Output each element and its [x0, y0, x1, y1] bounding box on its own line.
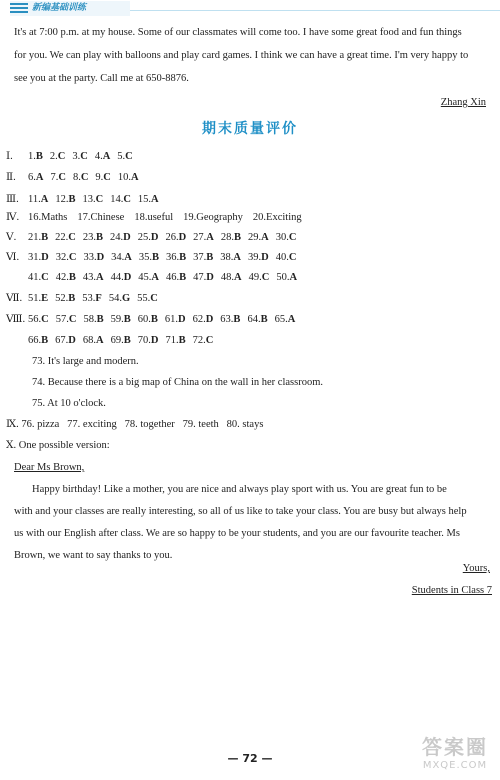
answer-item	[83, 231, 103, 245]
answer-value: C	[57, 151, 66, 162]
answer-value: B	[178, 335, 186, 346]
answer-number: 61.	[164, 314, 178, 325]
row-ix-label: Ⅸ.	[6, 419, 19, 430]
answer-item	[56, 251, 77, 265]
answer-item	[276, 271, 297, 285]
answer-value: D	[41, 252, 49, 263]
answer-item	[28, 334, 48, 348]
answer-item	[117, 150, 132, 164]
watermark-line-2: MXQE.COM	[422, 760, 488, 771]
answer-value: D	[150, 232, 159, 243]
answer-item	[55, 231, 76, 245]
answer-number: 65.	[274, 314, 288, 325]
row-x-text: One possible version:	[18, 440, 110, 451]
intro-signature: Zhang Xin	[440, 97, 486, 108]
intro-line-2: for you. We can play with balloons and play card games. I think we can have a great time. I'm very happy to	[14, 50, 469, 61]
answer-value: C	[95, 194, 104, 205]
answer-number: 39.	[248, 252, 262, 263]
answer-value: A	[261, 232, 269, 243]
answer-number: 12.	[55, 194, 69, 205]
answer-item	[193, 271, 214, 285]
answer-row	[6, 334, 220, 348]
answer-number: 16.	[28, 212, 42, 223]
answer-row	[6, 211, 312, 225]
answer-item	[110, 231, 131, 245]
answer-number: 66.	[28, 335, 42, 346]
answer-value: B	[179, 272, 187, 283]
answer-value: D	[123, 272, 132, 283]
answer-number: 54.	[108, 293, 122, 304]
answer-number: 63.	[220, 314, 234, 325]
answer-value: C	[103, 172, 111, 183]
letter-signature: Students in Class 7	[411, 585, 492, 596]
answer-number: 25.	[137, 232, 151, 243]
answer-item	[183, 211, 243, 225]
answer-value: A	[151, 194, 159, 205]
answer-number: 71.	[165, 335, 179, 346]
answer-value: A	[131, 172, 139, 183]
answer-number: 44.	[110, 272, 124, 283]
answer-item	[73, 171, 88, 185]
answer-value: E	[41, 293, 49, 304]
answer-item	[83, 251, 104, 265]
answer-item	[138, 193, 159, 207]
answer-number: 1.	[28, 151, 36, 162]
answer-item	[28, 271, 49, 285]
answer-value: B	[260, 314, 268, 325]
answer-item	[28, 292, 48, 306]
answer-item	[137, 292, 158, 306]
letter-line-4: Brown, we want to say thanks to you.	[14, 550, 173, 561]
answer-value: B	[35, 151, 43, 162]
answer-number: 3.	[72, 151, 81, 162]
answer-row	[6, 150, 140, 164]
answer-number: 28.	[220, 232, 234, 243]
answer-item	[95, 171, 110, 185]
answer-number: 17.	[77, 212, 91, 223]
answer-item	[111, 313, 131, 327]
answer-number: 59.	[110, 314, 124, 325]
answer-number: 41.	[28, 272, 42, 283]
answer-number: 62.	[192, 314, 206, 325]
answer-item	[83, 271, 104, 285]
answer-value: C	[41, 272, 49, 283]
answer-item	[55, 193, 75, 207]
answer-item	[28, 171, 43, 185]
answer-number: 2.	[49, 151, 58, 162]
answer-item	[193, 334, 214, 348]
answer-number: 5.	[117, 151, 126, 162]
answer-value: D	[150, 335, 159, 346]
answer-item	[220, 313, 240, 327]
answer-number: 52.	[55, 293, 69, 304]
answer-value: D	[178, 232, 187, 243]
answer-row	[6, 231, 303, 245]
header-lines-icon	[10, 3, 28, 15]
answer-value: B	[68, 293, 76, 304]
answer-item	[276, 231, 297, 245]
answer-item	[166, 271, 186, 285]
answer-item	[221, 271, 242, 285]
answer-value: D	[177, 314, 186, 325]
short-answer-73: 73. It's large and modern.	[32, 356, 139, 367]
answer-number: 19.	[183, 212, 197, 223]
answer-value: G	[121, 293, 131, 304]
answer-row	[6, 171, 146, 185]
answer-value: D	[68, 335, 76, 346]
answer-number: 10.	[117, 172, 131, 183]
answer-item	[118, 171, 139, 185]
answer-number: 15.	[137, 194, 152, 205]
watermark-logo	[414, 734, 496, 778]
answer-value: F	[95, 293, 102, 304]
answer-value: B	[68, 272, 76, 283]
answer-number: 31.	[28, 252, 42, 263]
answer-value: B	[152, 252, 160, 263]
answer-number: 60.	[137, 314, 151, 325]
series-label: 新编基础训练	[10, 1, 130, 16]
letter-salutation: Dear Ms Brown,	[14, 462, 85, 473]
watermark-line-1: 答案圈	[422, 735, 488, 759]
answer-row-label: Ⅵ.	[6, 252, 20, 263]
answer-row-label: Ⅴ.	[6, 232, 17, 243]
answer-item	[193, 313, 214, 327]
answer-item	[276, 251, 297, 265]
answer-value: B	[95, 232, 103, 243]
answer-number: 26.	[165, 232, 179, 243]
answer-value: B	[41, 335, 49, 346]
answer-item	[50, 171, 65, 185]
answer-value: useful	[147, 212, 174, 223]
answer-value: C	[205, 335, 214, 346]
answer-value: C	[68, 232, 76, 243]
answer-number: 29.	[248, 232, 262, 243]
answer-number: 40.	[275, 252, 289, 263]
answer-value: A	[287, 314, 296, 325]
answer-value: B	[179, 252, 187, 263]
answer-item	[138, 271, 159, 285]
answer-value: A	[234, 272, 242, 283]
answer-value: B	[96, 314, 104, 325]
answer-number: 45.	[138, 272, 152, 283]
answer-value: D	[96, 252, 105, 263]
answer-item	[248, 231, 269, 245]
answer-row-label: Ⅳ.	[6, 212, 20, 223]
answer-value: A	[289, 272, 298, 283]
answer-number: 30.	[275, 232, 289, 243]
answer-number: 14.	[110, 194, 124, 205]
intro-line-1: It's at 7:00 p.m. at my house. Some of our classmates will come too. I have some great food and fun things	[14, 27, 462, 38]
answer-value: D	[123, 232, 131, 243]
answer-value: B	[233, 314, 241, 325]
answer-number: 13.	[82, 194, 96, 205]
answer-value: C	[123, 194, 131, 205]
answer-value: C	[80, 151, 88, 162]
answer-item	[253, 211, 302, 225]
answer-item	[134, 211, 173, 225]
answer-value: C	[288, 252, 297, 263]
answer-row	[6, 292, 165, 306]
letter-line-1: Happy birthday! Like a mother, you are nice and always play sport with us. You are great fun to be	[32, 484, 447, 495]
letter-line-3: us with our English after class. We are so happy to be your students, and you are our favourite teacher. Ms	[14, 528, 460, 539]
answer-number: 32.	[55, 252, 69, 263]
answer-number: 50.	[276, 272, 290, 283]
answer-number: 36.	[166, 252, 180, 263]
answer-value: A	[40, 194, 49, 205]
answer-item	[221, 231, 241, 245]
answer-number: 47.	[193, 272, 207, 283]
answer-item	[28, 313, 49, 327]
answer-number: 18.	[134, 212, 148, 223]
answer-item	[28, 150, 43, 164]
row-x-label: Ⅹ.	[6, 440, 17, 451]
row-ix	[6, 418, 263, 432]
answer-item	[138, 313, 158, 327]
answer-item	[165, 231, 186, 245]
answer-item	[83, 313, 103, 327]
row-x	[6, 439, 110, 453]
answer-number: 53.	[82, 293, 96, 304]
answer-number: 8.	[72, 172, 81, 183]
answer-row	[6, 193, 166, 207]
answer-value: C	[288, 232, 297, 243]
answer-row-label: Ⅱ.	[6, 172, 16, 183]
answer-value: C	[68, 252, 77, 263]
answer-number: 72.	[192, 335, 206, 346]
answer-item	[249, 271, 270, 285]
answer-number: 70.	[137, 335, 151, 346]
short-answer-75: 75. At 10 o'clock.	[32, 398, 106, 409]
answer-item	[109, 292, 130, 306]
answer-item	[55, 334, 76, 348]
answer-number: 20.	[252, 212, 267, 223]
answer-value: C	[68, 314, 77, 325]
answer-item	[82, 292, 102, 306]
answer-number: 23.	[82, 232, 96, 243]
answer-item	[50, 150, 65, 164]
answer-item	[166, 251, 186, 265]
answer-value: A	[95, 272, 104, 283]
answer-number: 35.	[138, 252, 152, 263]
answer-number: 27.	[193, 232, 207, 243]
answer-number: 43.	[82, 272, 96, 283]
answer-item	[56, 313, 77, 327]
answer-number: 48.	[220, 272, 234, 283]
answer-item	[165, 334, 185, 348]
answer-value: C	[80, 172, 89, 183]
section-title: 期末质量评价	[202, 121, 298, 137]
answer-value: Exciting	[266, 212, 302, 223]
answer-item	[56, 271, 76, 285]
answer-item	[138, 231, 159, 245]
answer-value: D	[261, 252, 269, 263]
answer-row	[6, 313, 302, 327]
answer-item	[247, 313, 267, 327]
answer-value: A	[35, 172, 44, 183]
answer-item	[110, 193, 131, 207]
answer-item	[275, 313, 296, 327]
answer-value: A	[102, 151, 111, 162]
answer-number: 37.	[193, 252, 207, 263]
letter-line-2: with and your classes are really interesting, so all of us like to take your class. You are busy but always help	[14, 506, 467, 517]
header-band	[0, 0, 500, 18]
answer-value: Geography	[196, 212, 243, 223]
answer-value: A	[151, 272, 160, 283]
answer-value: A	[95, 335, 104, 346]
answer-number: 68.	[82, 335, 96, 346]
answer-value: C	[125, 151, 133, 162]
answer-value: B	[68, 194, 76, 205]
answer-number: 69.	[110, 335, 124, 346]
answer-row-label: Ⅰ.	[6, 151, 13, 162]
answer-value: Maths	[41, 212, 68, 223]
answer-value: A	[124, 252, 132, 263]
answer-item	[139, 251, 159, 265]
answer-item	[83, 334, 104, 348]
answer-number: 57.	[55, 314, 69, 325]
answer-value: A	[206, 232, 214, 243]
answer-item	[28, 251, 49, 265]
answer-row-label: Ⅶ.	[6, 293, 23, 304]
answer-item	[72, 150, 87, 164]
answer-number: 51.	[28, 293, 42, 304]
answer-number: 46.	[166, 272, 180, 283]
answer-number: 6.	[28, 172, 36, 183]
answer-number: 7.	[50, 172, 59, 183]
answer-item	[111, 251, 132, 265]
answer-number: 11.	[28, 194, 41, 205]
answer-value: C	[41, 314, 49, 325]
answer-value: A	[233, 252, 242, 263]
answer-item	[82, 193, 103, 207]
answer-row-label: Ⅷ.	[6, 314, 26, 325]
answer-number: 49.	[248, 272, 262, 283]
intro-line-3: see you at the party. Call me at 650-8876.	[14, 73, 189, 84]
answer-item	[248, 251, 269, 265]
row-ix-text: 76. pizza 77. exciting 78. together 79. teeth 80. stays	[21, 419, 264, 430]
answer-item	[28, 211, 67, 225]
answer-item	[111, 271, 132, 285]
answer-value: Chinese	[90, 212, 125, 223]
answer-number: 67.	[55, 335, 69, 346]
answer-item	[193, 251, 213, 265]
answer-item	[220, 251, 241, 265]
answer-number: 58.	[83, 314, 97, 325]
answer-row	[6, 251, 303, 265]
answer-item	[77, 211, 124, 225]
answer-value: D	[206, 272, 214, 283]
answer-number: 34.	[111, 252, 125, 263]
answer-number: 22.	[55, 232, 69, 243]
answer-value: C	[58, 172, 66, 183]
answer-value: D	[205, 314, 214, 325]
answer-number: 24.	[110, 232, 124, 243]
answer-row	[6, 271, 304, 285]
answer-item	[111, 334, 131, 348]
answer-number: 33.	[83, 252, 97, 263]
answer-value: C	[150, 293, 158, 304]
header-rule	[130, 10, 500, 11]
answer-item	[55, 292, 75, 306]
answer-number: 38.	[220, 252, 234, 263]
answer-value: C	[261, 272, 270, 283]
page-number: — 72 —	[227, 752, 273, 765]
answer-item	[193, 231, 214, 245]
answer-number: 64.	[247, 314, 261, 325]
answer-number: 4.	[94, 151, 103, 162]
answer-number: 21.	[28, 232, 42, 243]
answer-item	[28, 231, 48, 245]
answer-number: 42.	[55, 272, 69, 283]
answer-item	[28, 193, 48, 207]
answer-item	[95, 150, 110, 164]
answer-number: 56.	[28, 314, 42, 325]
short-answer-74: 74. Because there is a big map of China on the wall in her classroom.	[32, 377, 324, 388]
answer-value: B	[123, 335, 131, 346]
answer-item	[165, 313, 186, 327]
answer-value: B	[123, 314, 131, 325]
answer-value: B	[150, 314, 158, 325]
answer-value: B	[41, 232, 49, 243]
letter-closing: Yours,	[462, 563, 490, 574]
answer-number: 55.	[137, 293, 151, 304]
answer-value: B	[234, 232, 242, 243]
answer-row-label: Ⅲ.	[6, 194, 19, 205]
answer-value: B	[206, 252, 214, 263]
answer-item	[138, 334, 159, 348]
answer-number: 9.	[95, 172, 104, 183]
